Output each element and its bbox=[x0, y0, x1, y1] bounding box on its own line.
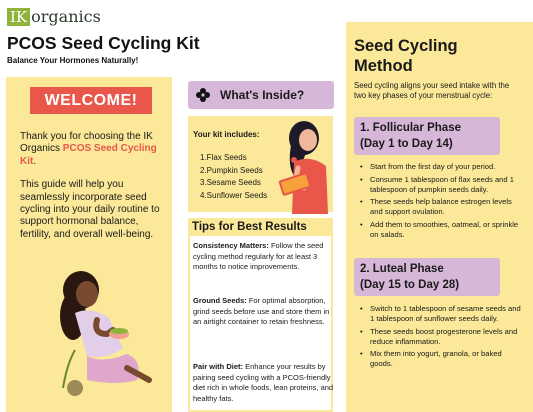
tip-consistency: Consistency Matters: Follow the seed cycling method regularly for at least 3 months to notice improvements. bbox=[193, 241, 324, 271]
woman-eating-seeds-illustration bbox=[57, 268, 157, 412]
list-item: • Consume 1 tablespoon of flax seeds and 1 tablespoon of pumpkin seeds daily. bbox=[360, 175, 522, 195]
luteal-phase-list bbox=[360, 304, 522, 372]
kit-item-list bbox=[200, 152, 267, 202]
welcome-badge: WELCOME! bbox=[30, 87, 152, 114]
luteal-phase-header: 2. Luteal Phase (Day 15 to Day 28) bbox=[354, 258, 500, 296]
list-item: • Add them to smoothies, oatmeal, or sprinkle on salads. bbox=[360, 220, 522, 240]
logo-mark: IK bbox=[7, 8, 30, 26]
kit-name-highlight: PCOS Seed Cycling Kit bbox=[20, 143, 157, 167]
brand-logo bbox=[7, 7, 101, 26]
kit-item: 4.Sunflower Seeds bbox=[200, 190, 268, 200]
method-title: Seed Cycling Method bbox=[354, 37, 458, 75]
kit-heading: Your kit includes: bbox=[193, 130, 260, 139]
tip-label: Consistency Matters: bbox=[193, 241, 269, 250]
tip-pair-with-diet: Pair with Diet: Enhance your results by pairing seed cycling with a PCOS-friendly diet rich in whole foods, lean proteins, and healthy fats. bbox=[193, 362, 334, 403]
kit-item: 2.Pumpkin Seeds bbox=[200, 165, 263, 175]
page-title: PCOS Seed Cycling Kit bbox=[7, 33, 200, 53]
tip-label: Ground Seeds: bbox=[193, 296, 247, 305]
welcome-paragraph-2: This guide will help you seamlessly incorporate seed cycling into your daily routine to support hormonal balance, fertility, and overall well-being. bbox=[20, 179, 160, 240]
whats-inside-header bbox=[188, 81, 334, 109]
kit-item: 3.Sesame Seeds bbox=[200, 178, 261, 187]
list-item: • Mix them into yogurt, granola, or baked goods. bbox=[360, 349, 522, 369]
method-intro: Seed cycling aligns your seed intake with the two key phases of your menstrual cycle: bbox=[354, 81, 510, 101]
list-item: • Switch to 1 tablespoon of sesame seeds and 1 tablespoon of sunflower seeds daily. bbox=[360, 304, 522, 324]
flower-icon bbox=[195, 87, 211, 103]
whats-inside-label: What's Inside? bbox=[220, 88, 305, 102]
logo-wordmark: organics bbox=[31, 7, 101, 26]
list-item: • Start from the first day of your period. bbox=[360, 162, 522, 172]
follicular-phase-list bbox=[360, 162, 522, 242]
woman-reading-illustration bbox=[268, 118, 336, 214]
tips-title: Tips for Best Results bbox=[188, 218, 333, 236]
list-item: • These seeds boost progesterone levels and reduce inflammation. bbox=[360, 327, 522, 347]
tip-label: Pair with Diet: bbox=[193, 362, 244, 371]
follicular-phase-header: 1. Follicular Phase (Day 1 to Day 14) bbox=[354, 117, 500, 155]
welcome-paragraph-1: Thank you for choosing the IK Organics PCOS Seed Cycling Kit. bbox=[20, 131, 157, 167]
list-item: • These seeds help balance estrogen levels and support ovulation. bbox=[360, 197, 522, 217]
page-subtitle: Balance Your Hormones Naturally! bbox=[7, 56, 139, 65]
kit-item: 1.Flax Seeds bbox=[200, 153, 247, 162]
welcome-text bbox=[20, 131, 162, 241]
tip-ground-seeds: Ground Seeds: For optimal absorption, grind seeds before use and store them in an airtight container to retain freshness. bbox=[193, 296, 330, 326]
